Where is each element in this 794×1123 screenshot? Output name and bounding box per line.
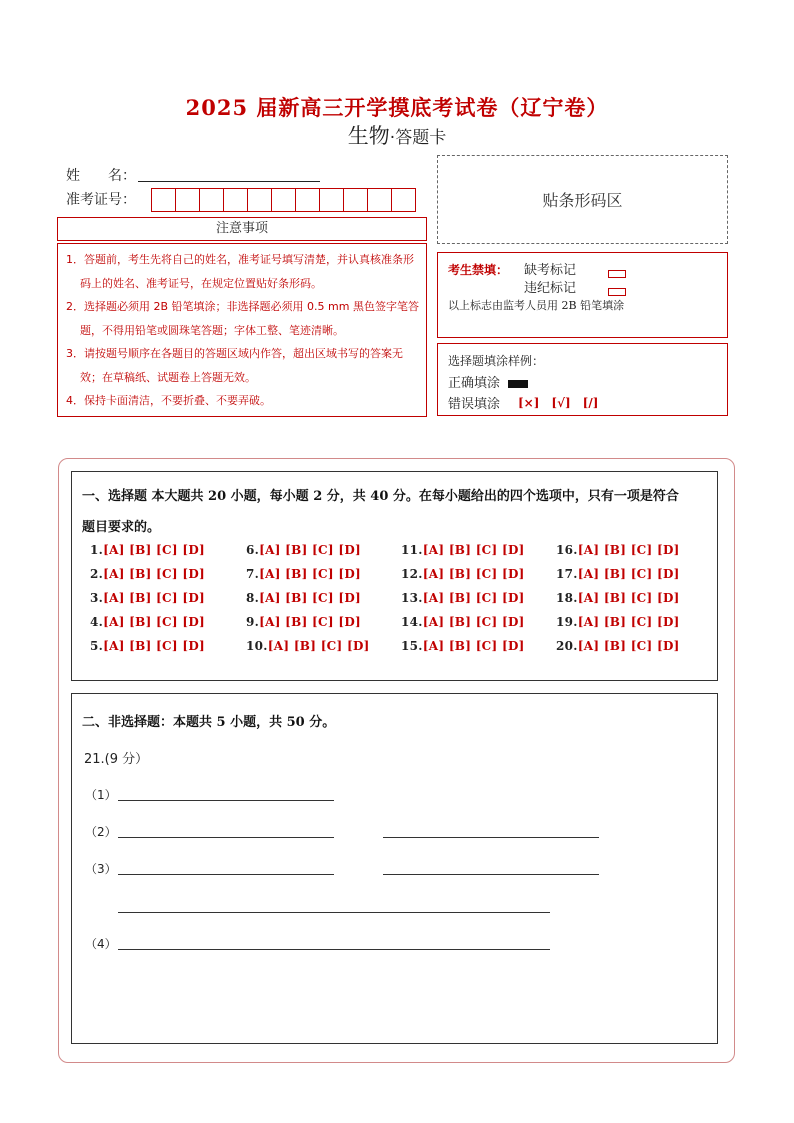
name-label: 姓 名： (66, 168, 136, 184)
id-digit-box[interactable] (319, 188, 344, 212)
answer-options[interactable]: [A] [B] [C] [D] (103, 543, 206, 557)
choice-question[interactable] (556, 543, 680, 557)
choice-question[interactable] (90, 591, 205, 605)
notice-body (57, 243, 427, 417)
sample-title: 选择题填涂样例： (448, 354, 545, 368)
answer-options[interactable]: [A] [B] [C] [D] (577, 591, 680, 605)
answer-options[interactable]: [A] [B] [C] [D] (259, 543, 362, 557)
answer-options[interactable]: [A] [B] [C] [D] (577, 567, 680, 581)
q21-part2-line-a[interactable] (118, 836, 334, 838)
choice-question[interactable] (401, 639, 525, 653)
question-number: 10. (246, 639, 268, 653)
absent-label: 缺考标记 (524, 263, 577, 278)
q21-part1-line[interactable] (118, 799, 334, 801)
question-number: 4. (90, 615, 104, 629)
choice-question[interactable] (401, 567, 525, 581)
nonchoice-section (71, 693, 718, 1044)
barcode-label: 贴条形码区 (542, 191, 623, 210)
q21-part3-label: （3） (85, 862, 117, 876)
id-label: 准考证号： (66, 192, 136, 208)
question-number: 14. (401, 615, 423, 629)
q21-part3-line-b[interactable] (383, 873, 599, 875)
question-number: 3. (90, 591, 104, 605)
id-digit-box[interactable] (175, 188, 200, 212)
fill-sample-box (437, 343, 728, 416)
question-number: 18. (556, 591, 578, 605)
id-digit-box[interactable] (151, 188, 176, 212)
answer-options[interactable]: [A] [B] [C] [D] (422, 567, 525, 581)
question-number: 20. (556, 639, 578, 653)
ban-note: 以上标志由监考人员用 2B 铅笔填涂 (448, 299, 625, 312)
question-number: 1. (90, 543, 104, 557)
q21-part1-label: （1） (85, 788, 117, 802)
absent-mark[interactable] (608, 263, 626, 282)
notice-item: 3．请按题号顺序在各题目的答题区域内作答，超出区域书写的答案无效；在草稿纸、试题卷上答题无效。 (66, 347, 403, 384)
choice-question[interactable] (90, 543, 205, 557)
question-number: 12. (401, 567, 423, 581)
choice-question[interactable] (556, 639, 680, 653)
choice-question[interactable] (90, 567, 205, 581)
question-number: 16. (556, 543, 578, 557)
section2-title: 二、非选择题：本题共 5 小题，共 50 分。 (82, 715, 336, 730)
section1-title: 一、选择题 本大题共 20 小题，每小题 2 分，共 40 分。在每小题给出的四个选项中，只有一项是符合 (82, 489, 679, 504)
id-number-boxes[interactable] (151, 188, 415, 212)
notice-item: 4．保持卡面清洁，不要折叠、不要弄破。 (66, 394, 271, 407)
answer-options[interactable]: [A] [B] [C] [D] (577, 615, 680, 629)
exam-title: 2025 届新高三开学摸底考试卷（辽宁卷） (185, 95, 609, 120)
id-digit-box[interactable] (343, 188, 368, 212)
question-number: 17. (556, 567, 578, 581)
answer-options[interactable]: [A] [B] [C] [D] (259, 567, 362, 581)
choice-question[interactable] (401, 543, 525, 557)
question-number: 6. (246, 543, 260, 557)
question-number: 8. (246, 591, 260, 605)
q21-part4-label: （4） (85, 937, 117, 951)
id-digit-box[interactable] (271, 188, 296, 212)
question-number: 19. (556, 615, 578, 629)
question-number: 15. (401, 639, 423, 653)
q21-part3-line-a[interactable] (118, 873, 334, 875)
notice-title: 注意事项 (57, 217, 427, 241)
choice-question[interactable] (246, 543, 361, 557)
choice-question[interactable] (556, 615, 680, 629)
choice-question[interactable] (246, 639, 370, 653)
id-digit-box[interactable] (391, 188, 416, 212)
correct-label: 正确填涂 (448, 376, 501, 391)
name-field[interactable] (138, 180, 320, 182)
choice-question[interactable] (556, 567, 680, 581)
choice-question[interactable] (401, 591, 525, 605)
choice-question[interactable] (246, 615, 361, 629)
answer-options[interactable]: [A] [B] [C] [D] (577, 543, 680, 557)
answer-options[interactable]: [A] [B] [C] [D] (103, 639, 206, 653)
notice-item: 2．选择题必须用 2B 铅笔填涂；非选择题必须用 0.5 mm 黑色签字笔答题，不得用铅笔或圆珠笔答题；字体工整、笔迹清晰。 (66, 300, 419, 337)
answer-options[interactable]: [A] [B] [C] [D] (577, 639, 680, 653)
examiner-only-box (437, 252, 728, 338)
answer-options[interactable]: [A] [B] [C] [D] (103, 567, 206, 581)
q21-part2-label: （2） (85, 825, 117, 839)
choice-question[interactable] (246, 567, 361, 581)
question-number: 13. (401, 591, 423, 605)
answer-options[interactable]: [A] [B] [C] [D] (259, 591, 362, 605)
section1-title-cont: 题目要求的。 (82, 520, 161, 535)
id-digit-box[interactable] (247, 188, 272, 212)
question-number: 9. (246, 615, 260, 629)
q21-part3-line-c[interactable] (118, 911, 550, 913)
q21-part4-line[interactable] (118, 948, 550, 950)
wrong-fill-samples: [×] [√] [/] (518, 396, 599, 410)
notice-item: 1．答题前，考生先将自己的姓名，准考证号填写清楚，并认真核准条形码上的姓名、准考证号，在规定位置贴好条形码。 (66, 253, 414, 290)
subject-suffix: ·答题卡 (389, 128, 447, 148)
answer-options[interactable]: [A] [B] [C] [D] (259, 615, 362, 629)
wrong-label: 错误填涂 (448, 397, 501, 412)
question-number: 5. (90, 639, 104, 653)
question-number: 2. (90, 567, 104, 581)
answer-options[interactable]: [A] [B] [C] [D] (422, 639, 525, 653)
id-digit-box[interactable] (223, 188, 248, 212)
choice-question[interactable] (556, 591, 680, 605)
correct-fill-sample (508, 373, 528, 392)
barcode-area (437, 155, 728, 244)
choice-question[interactable] (90, 639, 205, 653)
question-number: 11. (401, 543, 423, 557)
question-number: 7. (246, 567, 260, 581)
answer-options[interactable]: [A] [B] [C] [D] (103, 615, 206, 629)
q21-part2-line-b[interactable] (383, 836, 599, 838)
choice-question[interactable] (90, 615, 205, 629)
answer-options[interactable]: [A] [B] [C] [D] (267, 639, 370, 653)
id-digit-box[interactable] (295, 188, 320, 212)
answer-options[interactable]: [A] [B] [C] [D] (422, 543, 525, 557)
choice-question[interactable] (401, 615, 525, 629)
subject-line (0, 120, 794, 150)
q21-label: 21.(9 分） (84, 752, 149, 767)
answer-options[interactable]: [A] [B] [C] [D] (422, 615, 525, 629)
id-digit-box[interactable] (199, 188, 224, 212)
answer-options[interactable]: [A] [B] [C] [D] (103, 591, 206, 605)
subject-name: 生物 (347, 124, 390, 148)
choice-question[interactable] (246, 591, 361, 605)
answer-options[interactable]: [A] [B] [C] [D] (422, 591, 525, 605)
ban-title: 考生禁填： (448, 263, 509, 277)
violation-label: 违纪标记 (524, 281, 577, 296)
id-digit-box[interactable] (367, 188, 392, 212)
